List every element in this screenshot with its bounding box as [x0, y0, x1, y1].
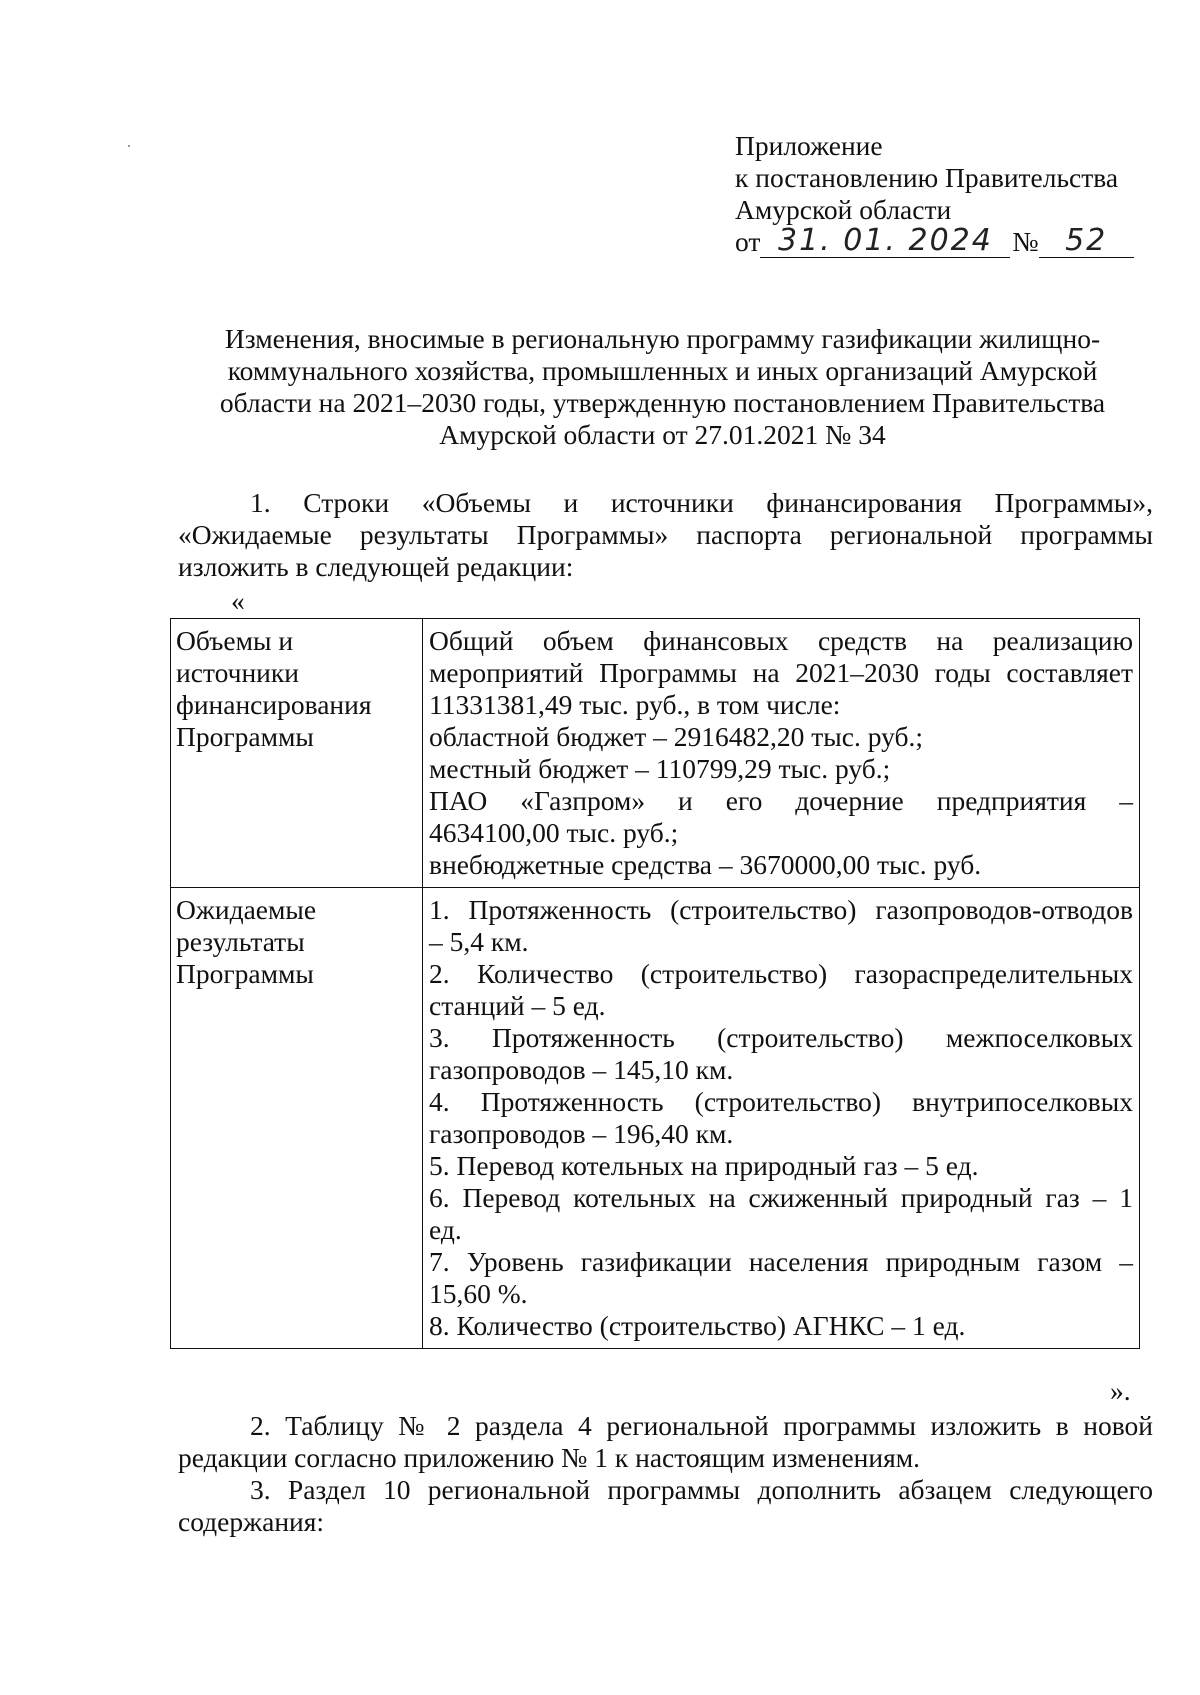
row-1-content-cell	[423, 619, 1140, 888]
table-row-funding	[171, 619, 1140, 888]
quote-open: «	[231, 585, 245, 616]
item-1-line-2: «Ожидаемые результаты Программы» паспорта региональной программы	[178, 519, 1153, 550]
table-row-results	[171, 888, 1140, 1349]
row-1-label-line: Объемы и	[176, 625, 294, 656]
row-2-label-line: Ожидаемые	[176, 894, 317, 925]
approval-line-2: к постановлению Правительства	[735, 162, 1119, 193]
row-2-content-line: 8. Количество (строительство) АГНКС – 1 ед.	[429, 1310, 966, 1341]
handwritten-date: 31. 01. 2024	[777, 223, 993, 258]
approval-line-1: Приложение	[735, 130, 883, 161]
row-2-content-cell	[423, 888, 1140, 1349]
row-2-label-line: результаты	[176, 926, 305, 957]
item-2-line-2: редакции согласно приложению № 1 к настоящим изменениям.	[178, 1442, 921, 1473]
row-1-label-line: источники	[176, 657, 299, 688]
row-1-content-lines	[429, 625, 1133, 881]
number-field	[1039, 223, 1134, 258]
title-line-1: Изменения, вносимые в региональную программу газификации жилищно-	[224, 323, 1101, 354]
row-2-content-line: 2. Количество (строительство) газораспределительных	[429, 958, 1133, 989]
row-2-content-line: газопроводов – 196,40 км.	[429, 1118, 734, 1149]
approval-line-3: Амурской области	[735, 194, 952, 225]
row-2-content-line: 4. Протяженность (строительство) внутрипоселковых	[429, 1086, 1133, 1117]
row-2-content-line: 7. Уровень газификации населения природным газом –	[429, 1246, 1133, 1277]
row-1-content-line: областной бюджет – 2916482,20 тыс. руб.;	[429, 721, 923, 752]
row-1-content-line: 4634100,00 тыс. руб.;	[429, 817, 679, 848]
date-prefix: от	[735, 226, 761, 257]
row-1-content-line: 11331381,49 тыс. руб., в том числе:	[429, 689, 841, 720]
row-2-content-line: 3. Протяженность (строительство) межпоселковых	[429, 1022, 1133, 1053]
row-2-content-line: 1. Протяженность (строительство) газопроводов-отводов	[429, 894, 1133, 925]
title-line-4: Амурской области от 27.01.2021 № 34	[439, 419, 886, 450]
handwritten-number: 52	[1065, 223, 1108, 258]
row-2-content-line: ед.	[429, 1214, 462, 1245]
item-1-line-3: изложить в следующей редакции:	[178, 551, 574, 582]
row-2-content-line: – 5,4 км.	[429, 926, 529, 957]
date-field	[760, 223, 1010, 258]
quote-close: ».	[1110, 1375, 1131, 1406]
item-1-line-1: 1. Строки «Объемы и источники финансирования Программы»,	[250, 487, 1153, 518]
title-line-2: коммунального хозяйства, промышленных и иных организаций Амурской	[227, 355, 1098, 386]
approval-block	[735, 130, 1155, 258]
number-prefix: №	[1012, 226, 1039, 257]
row-2-content-lines	[429, 894, 1133, 1342]
item-3-line-1: 3. Раздел 10 региональной программы дополнить абзацем следующего	[250, 1474, 1153, 1505]
row-2-content-line: газопроводов – 145,10 км.	[429, 1054, 734, 1085]
row-1-label-line: финансирования	[176, 689, 372, 720]
passport-table	[170, 618, 1140, 1349]
row-2-content-line: 15,60 %.	[429, 1278, 528, 1309]
item-1-paragraph	[178, 487, 1153, 583]
document-title	[170, 323, 1155, 451]
row-2-label-cell	[171, 888, 423, 1349]
row-2-content-line: 6. Перевод котельных на сжиженный природный газ – 1	[429, 1182, 1133, 1213]
item-2-paragraph	[178, 1410, 1153, 1474]
item-3-paragraph	[178, 1474, 1153, 1538]
row-2-content-line: 5. Перевод котельных на природный газ – 5 ед.	[429, 1150, 979, 1181]
item-2-line-1: 2. Таблицу № 2 раздела 4 региональной программы изложить в новой	[250, 1410, 1153, 1441]
row-2-content-line: станций – 5 ед.	[429, 990, 606, 1021]
row-1-content-line: Общий объем финансовых средств на реализацию	[429, 625, 1133, 656]
row-1-label-cell	[171, 619, 423, 888]
approval-date-number-row	[735, 223, 1155, 258]
title-line-3: области на 2021–2030 годы, утвержденную постановлением Правительства	[219, 387, 1106, 418]
scan-speck	[128, 145, 130, 147]
row-1-content-line: местный бюджет – 110799,29 тыс. руб.;	[429, 753, 891, 784]
row-2-label-line: Программы	[176, 958, 314, 989]
row-1-content-line: внебюджетные средства – 3670000,00 тыс. руб.	[429, 849, 982, 880]
row-1-label-line: Программы	[176, 721, 314, 752]
item-3-line-2: содержания:	[178, 1506, 325, 1537]
row-1-content-line: ПАО «Газпром» и его дочерние предприятия –	[429, 785, 1133, 816]
row-1-content-line: мероприятий Программы на 2021–2030 годы составляет	[429, 657, 1133, 688]
